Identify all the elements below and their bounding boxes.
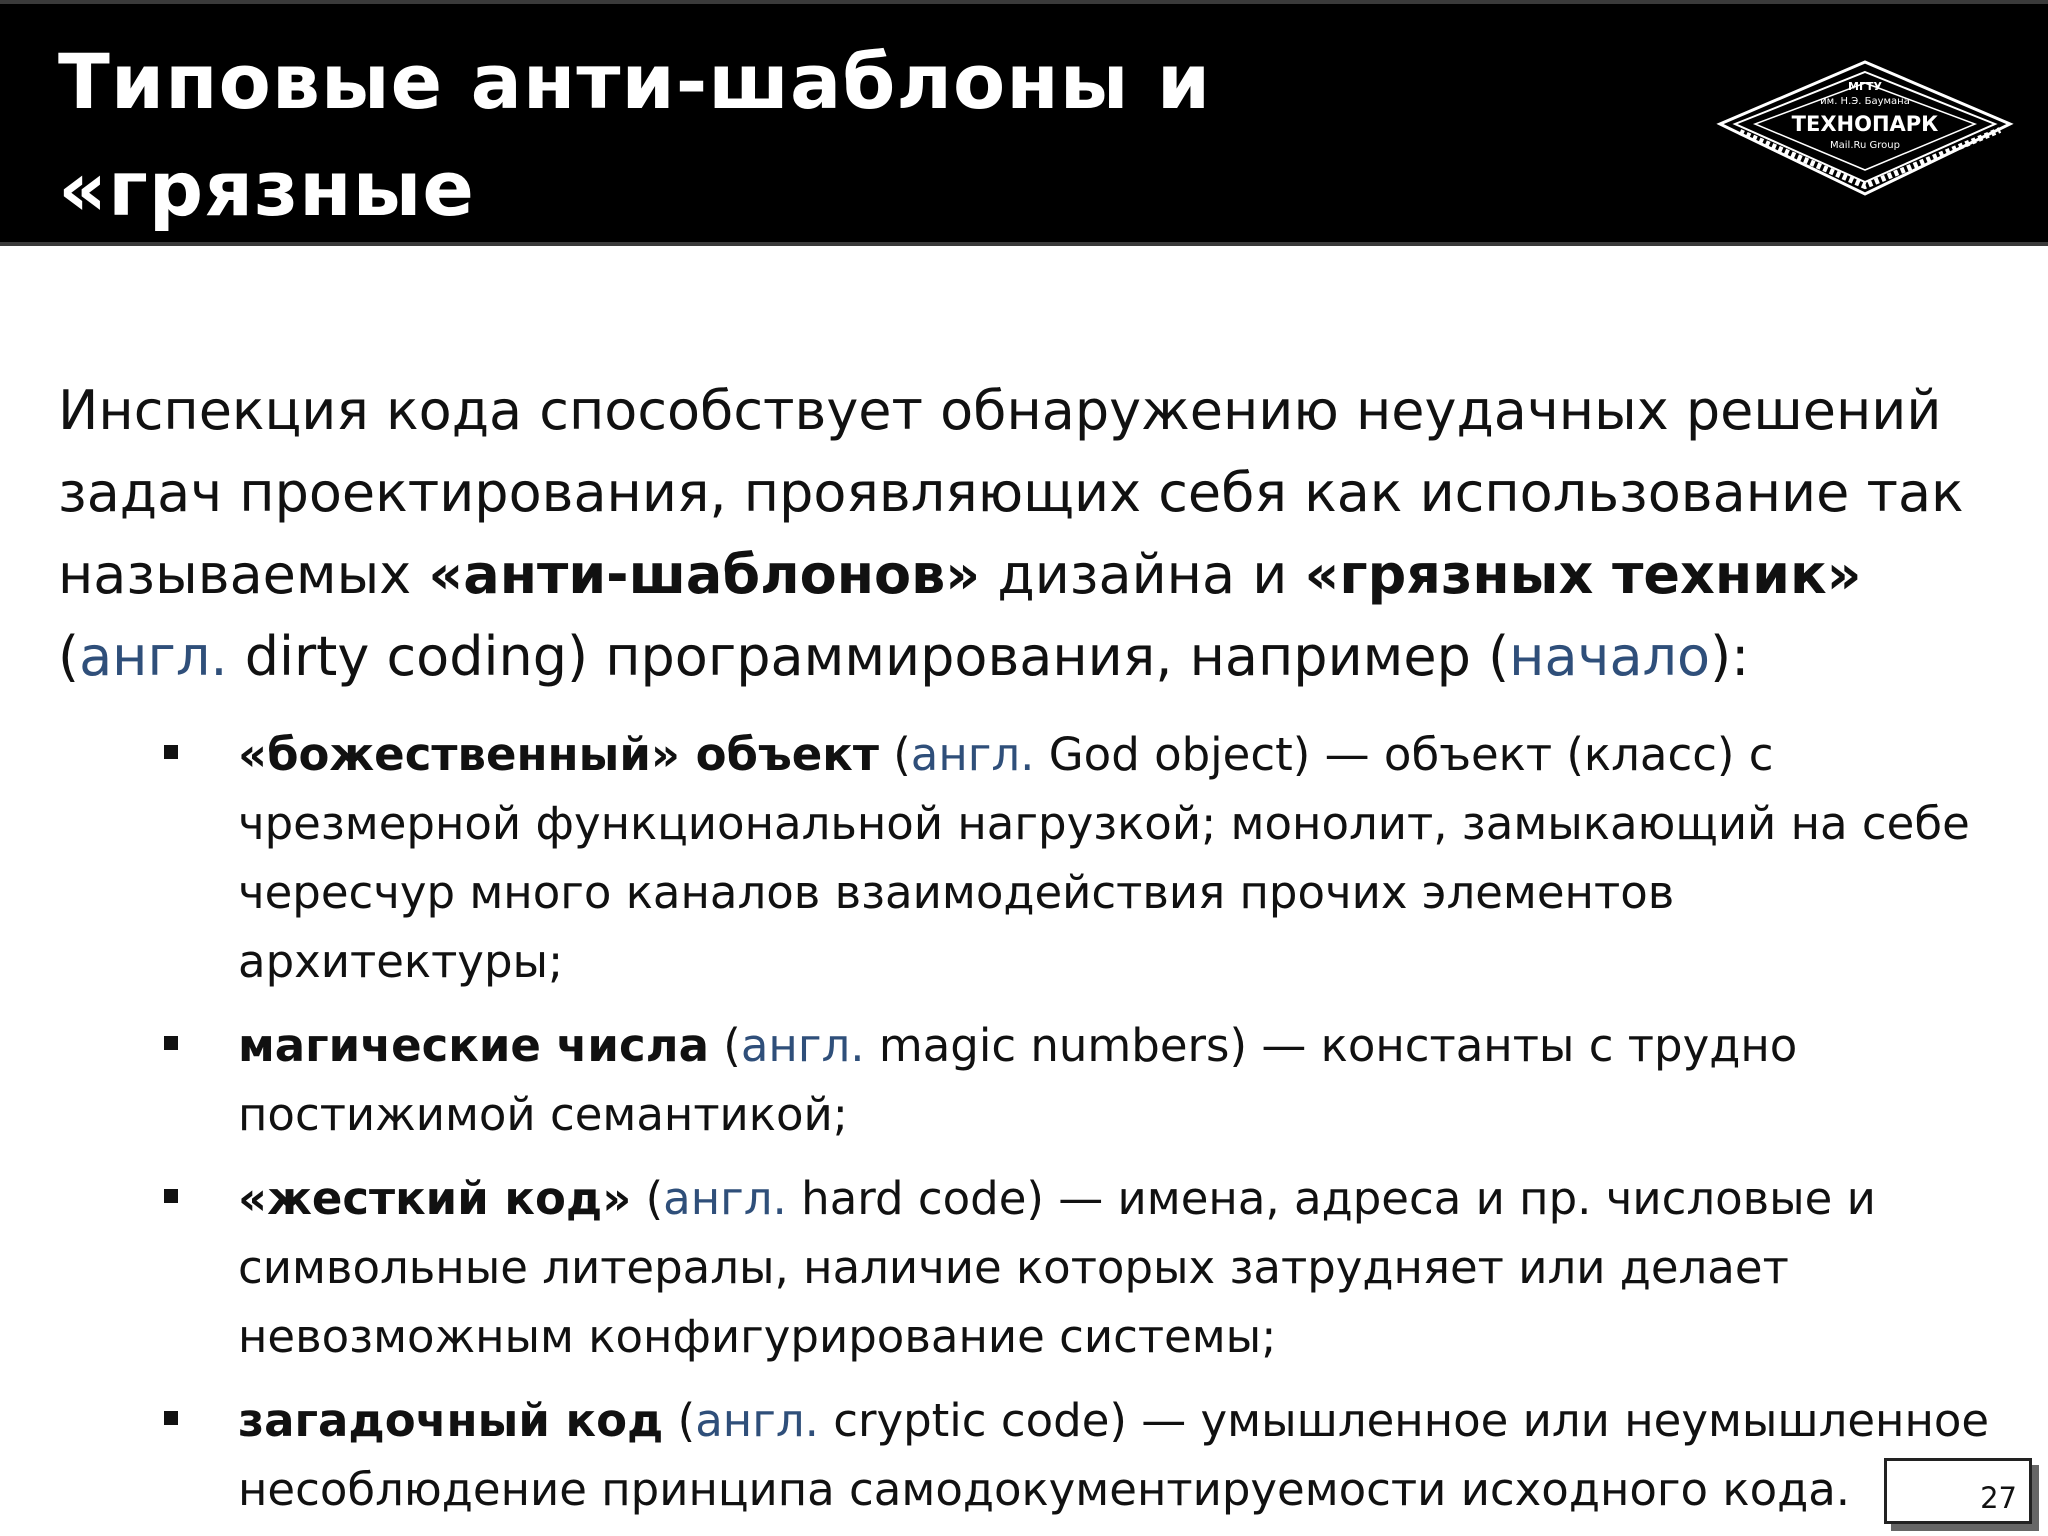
cryptic-code-paren-open: ( [663,1394,696,1447]
intro-text-part-1: Инспекция кода способствует обнаружению неудачных решений задач проектирования, проявляющих себя как использование так называемых [58,379,1964,606]
anti-pattern-list [58,720,1998,1524]
list-item-hard-code [58,1164,1998,1371]
god-object-english-term: God object [1034,728,1293,781]
slide-title-line-1: Типовые анти-шаблоны и «грязные [58,37,1212,233]
cryptic-code-term: загадочный код [238,1394,664,1447]
hard-code-paren-open: ( [631,1172,664,1225]
bullet-square-icon [164,745,178,759]
intro-text-part-2: дизайна и [980,543,1305,606]
magic-numbers-description: ) — константы с трудно постижимой семантикой; [238,1019,1798,1141]
list-item-cryptic-code [58,1386,1998,1524]
hard-code-description: ) — имена, адреса и пр. числовые и символьные литералы, наличие которых затрудняет или делает невозможным конфигурирование системы; [238,1172,1876,1363]
intro-paragraph [58,370,1998,698]
slide-title [58,28,1618,349]
bullet-square-icon [164,1036,178,1050]
page-number-box [1884,1458,2032,1524]
intro-paren-open: ( [58,625,80,688]
hard-code-english-abbreviation: англ. [663,1172,787,1225]
slide-content [58,370,1998,1536]
logo-line-mgtu: МГТУ [1848,80,1882,93]
logo-line-bauman: им. Н.Э. Баумана [1820,96,1910,107]
god-object-description: ) — объект (класс) с чрезмерной функциональной нагрузкой; монолит, замыкающий на себе чересчур много каналов взаимодействия прочих элементов архитектуры; [238,728,1970,988]
bullet-square-icon [164,1411,178,1425]
magic-numbers-english-abbreviation: англ. [740,1019,865,1072]
page-number: 27 [1980,1481,2017,1515]
god-object-paren-open: ( [878,728,911,781]
cryptic-code-english-abbreviation: англ. [695,1394,819,1447]
logo-line-technopark: ТЕХНОПАРК [1791,112,1939,136]
intro-text-part-4: ): [1710,625,1750,688]
magic-numbers-paren-open: ( [708,1019,741,1072]
intro-term-dirty-techniques: «грязных техник» [1304,543,1862,606]
intro-start-label: начало [1509,625,1711,688]
god-object-english-abbreviation: англ. [910,728,1035,781]
logo-line-mailru: Mail.Ru Group [1830,140,1900,151]
slide-title-line-2: техники» (1 / 2) [58,251,761,340]
list-item-magic-numbers [58,1011,1998,1149]
god-object-term: «божественный» объект [238,728,879,781]
slide-header [0,0,2048,340]
intro-text-part-3: ) программирования, например ( [566,625,1510,688]
intro-english-term: dirty coding [227,625,567,688]
cryptic-code-description: ) — умышленное или неумышленное несоблюдение принципа самодокументируемости исходного кода. [238,1394,1990,1516]
intro-term-anti-patterns: «анти-шаблонов» [428,543,981,606]
bullet-square-icon [164,1189,178,1203]
list-item-god-object [58,720,1998,996]
magic-numbers-english-term: magic numbers [864,1019,1230,1072]
magic-numbers-term: магические числа [238,1019,709,1072]
hard-code-term: «жесткий код» [238,1172,632,1225]
cryptic-code-english-term: cryptic code [818,1394,1110,1447]
intro-english-abbreviation: англ. [79,625,228,688]
technopark-logo [1710,54,2020,204]
hard-code-english-term: hard code [786,1172,1027,1225]
